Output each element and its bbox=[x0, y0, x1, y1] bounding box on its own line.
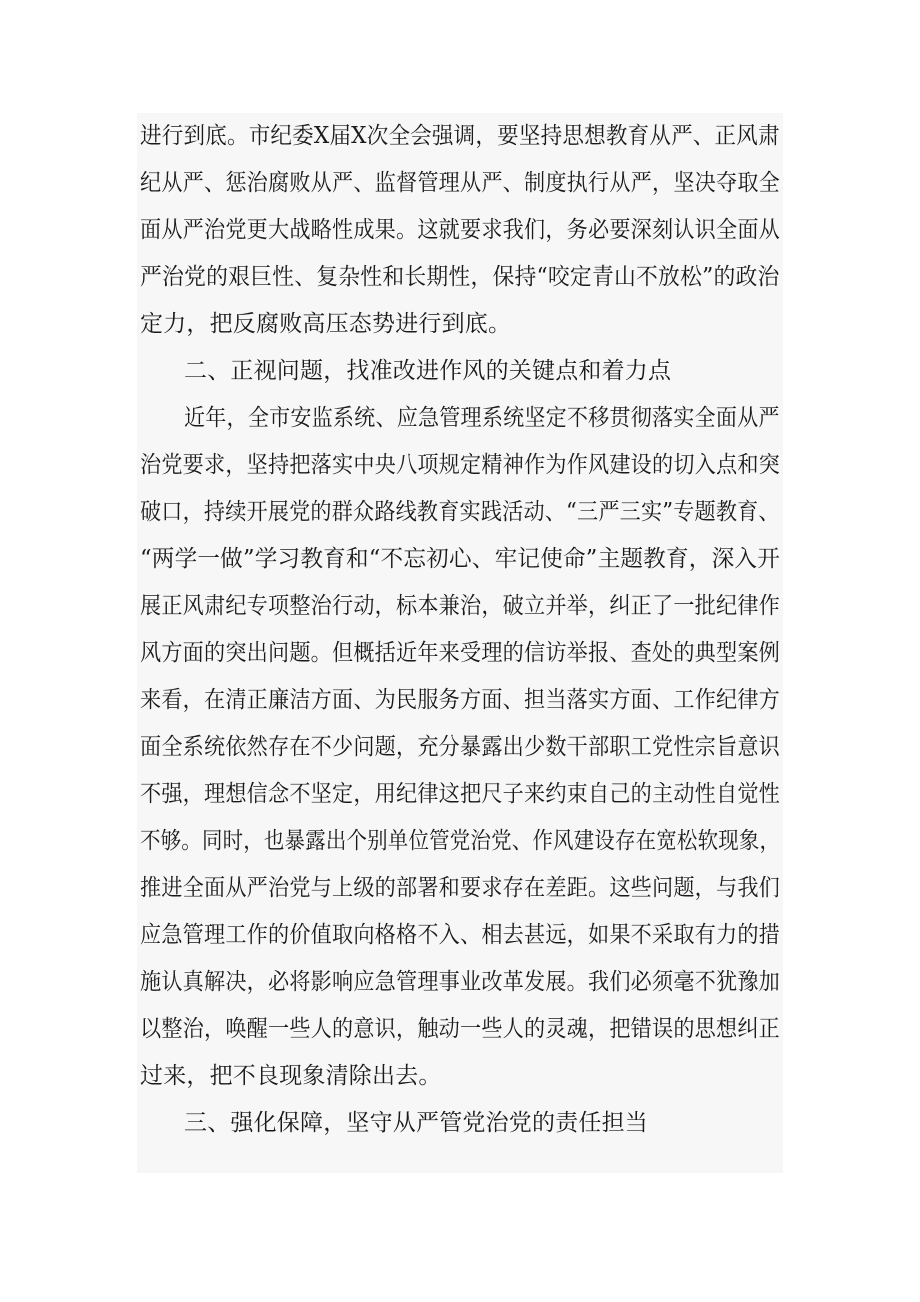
paragraph-line: 展正风肃纪专项整治行动，标本兼治，破立并举，纠正了一批纪律作 bbox=[140, 593, 780, 619]
paragraph-line: 不强，理想信念不坚定，用纪律这把尺子来约束自己的主动性自觉性 bbox=[140, 781, 780, 807]
paragraph-line: 严治党的艰巨性、复杂性和长期性，保持“咬定青山不放松”的政治 bbox=[140, 264, 780, 290]
paragraph-line: 应急管理工作的价值取向格格不入、相去甚远，如果不采取有力的措 bbox=[140, 922, 780, 948]
section-heading: 二、正视问题，找准改进作风的关键点和着力点 bbox=[184, 358, 672, 384]
section-heading: 三、强化保障，坚守从严管党治党的责任担当 bbox=[184, 1110, 648, 1136]
paragraph-line: 进行到底。市纪委X届X次全会强调，要坚持思想教育从严、正风肃 bbox=[140, 123, 780, 149]
paragraph-line: 破口，持续开展党的群众路线教育实践活动、“三严三实”专题教育、 bbox=[140, 499, 780, 525]
paragraph-line: 以整治，唤醒一些人的意识，触动一些人的灵魂，把错误的思想纠正 bbox=[140, 1016, 780, 1042]
paragraph-line: “两学一做”学习教育和“不忘初心、牢记使命”主题教育，深入开 bbox=[140, 546, 781, 572]
paragraph-line: 纪从严、惩治腐败从严、监督管理从严、制度执行从严，坚决夺取全 bbox=[140, 170, 780, 196]
paragraph-line: 面全系统依然存在不少问题，充分暴露出少数干部职工党性宗旨意识 bbox=[140, 734, 780, 760]
paragraph-line: 来看，在清正廉洁方面、为民服务方面、担当落实方面、工作纪律方 bbox=[140, 687, 780, 713]
paragraph-line: 推进全面从严治党与上级的部署和要求存在差距。这些问题，与我们 bbox=[140, 875, 780, 901]
paragraph-line: 过来，把不良现象清除出去。 bbox=[140, 1063, 442, 1089]
paragraph-line: 治党要求，坚持把落实中央八项规定精神作为作风建设的切入点和突 bbox=[140, 452, 780, 478]
paragraph-line: 不够。同时，也暴露出个别单位管党治党、作风建设存在宽松软现象， bbox=[140, 828, 781, 854]
paragraph-line: 施认真解决，必将影响应急管理事业改革发展。我们必须毫不犹豫加 bbox=[140, 969, 780, 995]
paragraph-line: 面从严治党更大战略性成果。这就要求我们，务必要深刻认识全面从 bbox=[140, 217, 780, 243]
paragraph-line: 近年，全市安监系统、应急管理系统坚定不移贯彻落实全面从严 bbox=[184, 405, 780, 431]
paragraph-line: 定力，把反腐败高压态势进行到底。 bbox=[140, 311, 512, 337]
paragraph-line: 风方面的突出问题。但概括近年来受理的信访举报、查处的典型案例 bbox=[140, 640, 780, 666]
document-body bbox=[137, 113, 783, 1173]
